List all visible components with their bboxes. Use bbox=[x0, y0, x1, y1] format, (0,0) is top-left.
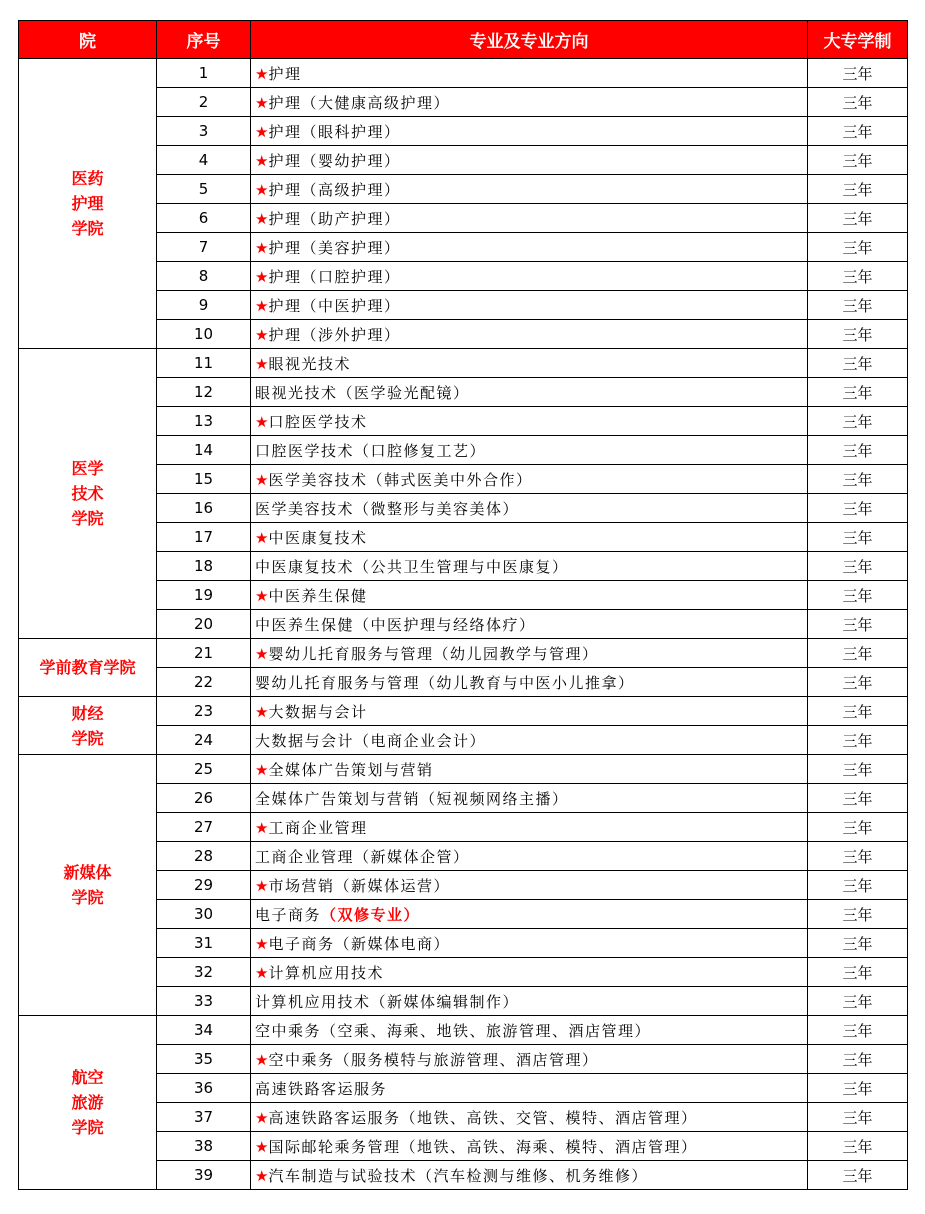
major-name: 中医康复技术（公共卫生管理与中医康复） bbox=[255, 557, 569, 576]
star-icon: ★ bbox=[255, 1137, 269, 1156]
major-cell bbox=[251, 610, 808, 639]
major-name: 婴幼儿托育服务与管理（幼儿教育与中医小儿推拿） bbox=[255, 673, 635, 692]
seq-cell: 26 bbox=[157, 784, 251, 813]
duration-cell: 三年 bbox=[808, 465, 908, 494]
duration-cell: 三年 bbox=[808, 320, 908, 349]
major-cell bbox=[251, 784, 808, 813]
major-cell bbox=[251, 871, 808, 900]
duration-cell: 三年 bbox=[808, 1045, 908, 1074]
duration-cell: 三年 bbox=[808, 233, 908, 262]
seq-cell: 5 bbox=[157, 175, 251, 204]
seq-cell: 36 bbox=[157, 1074, 251, 1103]
seq-cell: 11 bbox=[157, 349, 251, 378]
major-name: 护理 bbox=[268, 64, 302, 83]
major-name: 护理（口腔护理） bbox=[268, 267, 401, 286]
major-name: 医学美容技术（微整形与美容美体） bbox=[255, 499, 520, 518]
star-icon: ★ bbox=[255, 354, 269, 373]
major-name: 国际邮轮乘务管理（地铁、高铁、海乘、模特、酒店管理） bbox=[268, 1137, 698, 1156]
major-name: 护理（婴幼护理） bbox=[268, 151, 401, 170]
duration-cell: 三年 bbox=[808, 1074, 908, 1103]
duration-cell: 三年 bbox=[808, 1016, 908, 1045]
seq-cell: 10 bbox=[157, 320, 251, 349]
duration-cell: 三年 bbox=[808, 610, 908, 639]
major-name: 高速铁路客运服务（地铁、高铁、交管、模特、酒店管理） bbox=[268, 1108, 698, 1127]
table-row bbox=[19, 349, 908, 378]
major-name: 大数据与会计 bbox=[268, 702, 368, 721]
duration-cell: 三年 bbox=[808, 842, 908, 871]
major-cell bbox=[251, 291, 808, 320]
duration-cell: 三年 bbox=[808, 494, 908, 523]
star-icon: ★ bbox=[255, 702, 269, 721]
seq-cell: 4 bbox=[157, 146, 251, 175]
seq-cell: 35 bbox=[157, 1045, 251, 1074]
college-name-line: 学前教育学院 bbox=[39, 658, 136, 677]
seq-cell: 39 bbox=[157, 1161, 251, 1190]
major-name: 全媒体广告策划与营销 bbox=[268, 760, 434, 779]
duration-cell: 三年 bbox=[808, 784, 908, 813]
college-name-line: 学院 bbox=[71, 1118, 104, 1137]
duration-cell: 三年 bbox=[808, 349, 908, 378]
duration-cell: 三年 bbox=[808, 204, 908, 233]
star-icon: ★ bbox=[255, 586, 269, 605]
major-cell bbox=[251, 1132, 808, 1161]
star-icon: ★ bbox=[255, 122, 269, 141]
major-cell bbox=[251, 494, 808, 523]
duration-cell: 三年 bbox=[808, 117, 908, 146]
major-cell bbox=[251, 204, 808, 233]
major-cell bbox=[251, 1074, 808, 1103]
duration-cell: 三年 bbox=[808, 958, 908, 987]
duration-cell: 三年 bbox=[808, 871, 908, 900]
star-icon: ★ bbox=[255, 1166, 269, 1185]
seq-cell: 24 bbox=[157, 726, 251, 755]
major-name: 护理（大健康高级护理） bbox=[268, 93, 450, 112]
major-cell bbox=[251, 900, 808, 929]
seq-cell: 17 bbox=[157, 523, 251, 552]
major-cell bbox=[251, 407, 808, 436]
duration-cell: 三年 bbox=[808, 900, 908, 929]
college-name-line: 财经 bbox=[71, 703, 104, 723]
college-name-line: 学院 bbox=[71, 219, 104, 238]
major-name: 工商企业管理 bbox=[268, 818, 368, 837]
seq-cell: 31 bbox=[157, 929, 251, 958]
college-cell bbox=[19, 349, 157, 639]
major-cell bbox=[251, 465, 808, 494]
duration-cell: 三年 bbox=[808, 146, 908, 175]
major-cell bbox=[251, 987, 808, 1016]
major-cell bbox=[251, 378, 808, 407]
major-name: 计算机应用技术 bbox=[268, 963, 384, 982]
seq-cell: 6 bbox=[157, 204, 251, 233]
major-name: 婴幼儿托育服务与管理（幼儿园教学与管理） bbox=[268, 644, 599, 663]
seq-cell: 28 bbox=[157, 842, 251, 871]
major-name: 汽车制造与试验技术（汽车检测与维修、机务维修） bbox=[268, 1166, 648, 1185]
seq-cell: 25 bbox=[157, 755, 251, 784]
college-name-line: 航空 bbox=[71, 1068, 104, 1087]
major-name: 护理（中医护理） bbox=[268, 296, 401, 315]
major-cell bbox=[251, 146, 808, 175]
major-cell bbox=[251, 581, 808, 610]
duration-cell: 三年 bbox=[808, 987, 908, 1016]
major-name: 医学美容技术（韩式医美中外合作） bbox=[268, 470, 533, 489]
college-cell bbox=[19, 755, 157, 1016]
major-cell bbox=[251, 813, 808, 842]
table-row bbox=[19, 1016, 908, 1045]
duration-cell: 三年 bbox=[808, 378, 908, 407]
major-cell bbox=[251, 175, 808, 204]
table-body bbox=[19, 59, 908, 1190]
duration-cell: 三年 bbox=[808, 88, 908, 117]
college-cell bbox=[19, 697, 157, 755]
major-name: 大数据与会计（电商企业会计） bbox=[255, 731, 487, 750]
header-duration: 大专学制 bbox=[808, 21, 908, 59]
major-cell bbox=[251, 88, 808, 117]
major-cell bbox=[251, 262, 808, 291]
major-name: 眼视光技术 bbox=[268, 354, 351, 373]
major-cell bbox=[251, 639, 808, 668]
seq-cell: 8 bbox=[157, 262, 251, 291]
star-icon: ★ bbox=[255, 934, 269, 953]
duration-cell: 三年 bbox=[808, 929, 908, 958]
duration-cell: 三年 bbox=[808, 59, 908, 88]
star-icon: ★ bbox=[255, 64, 269, 83]
college-name-line: 学院 bbox=[71, 888, 104, 907]
duration-cell: 三年 bbox=[808, 581, 908, 610]
table-row bbox=[19, 639, 908, 668]
major-name: 护理（眼科护理） bbox=[268, 122, 401, 141]
seq-cell: 29 bbox=[157, 871, 251, 900]
seq-cell: 32 bbox=[157, 958, 251, 987]
major-cell bbox=[251, 726, 808, 755]
college-name-line: 学院 bbox=[71, 509, 104, 528]
table-row bbox=[19, 697, 908, 726]
major-name: 电子商务 bbox=[255, 905, 322, 924]
star-icon: ★ bbox=[255, 412, 269, 431]
major-name: 护理（涉外护理） bbox=[268, 325, 401, 344]
major-name: 中医康复技术 bbox=[268, 528, 368, 547]
major-cell bbox=[251, 1161, 808, 1190]
header-major: 专业及专业方向 bbox=[251, 21, 808, 59]
major-cell bbox=[251, 929, 808, 958]
seq-cell: 21 bbox=[157, 639, 251, 668]
major-cell bbox=[251, 1103, 808, 1132]
seq-cell: 30 bbox=[157, 900, 251, 929]
star-icon: ★ bbox=[255, 209, 269, 228]
college-name-line: 新媒体 bbox=[63, 863, 112, 882]
duration-cell: 三年 bbox=[808, 291, 908, 320]
star-icon: ★ bbox=[255, 760, 269, 779]
major-name: 中医养生保健 bbox=[268, 586, 368, 605]
college-name-line: 护理 bbox=[71, 194, 104, 213]
seq-cell: 14 bbox=[157, 436, 251, 465]
college-name-line: 医学 bbox=[71, 459, 104, 478]
seq-cell: 9 bbox=[157, 291, 251, 320]
major-name: 市场营销（新媒体运营） bbox=[268, 876, 450, 895]
major-name: 口腔医学技术 bbox=[268, 412, 368, 431]
major-name: 空中乘务（服务模特与旅游管理、酒店管理） bbox=[268, 1050, 599, 1069]
seq-cell: 37 bbox=[157, 1103, 251, 1132]
seq-cell: 20 bbox=[157, 610, 251, 639]
star-icon: ★ bbox=[255, 296, 269, 315]
duration-cell: 三年 bbox=[808, 755, 908, 784]
duration-cell: 三年 bbox=[808, 668, 908, 697]
seq-cell: 15 bbox=[157, 465, 251, 494]
major-name: 中医养生保健（中医护理与经络体疗） bbox=[255, 615, 536, 634]
duration-cell: 三年 bbox=[808, 1132, 908, 1161]
duration-cell: 三年 bbox=[808, 726, 908, 755]
seq-cell: 3 bbox=[157, 117, 251, 146]
seq-cell: 33 bbox=[157, 987, 251, 1016]
header-college: 院 bbox=[19, 21, 157, 59]
star-icon: ★ bbox=[255, 876, 269, 895]
major-cell bbox=[251, 117, 808, 146]
major-name: 工商企业管理（新媒体企管） bbox=[255, 847, 470, 866]
star-icon: ★ bbox=[255, 818, 269, 837]
duration-cell: 三年 bbox=[808, 813, 908, 842]
star-icon: ★ bbox=[255, 267, 269, 286]
major-cell bbox=[251, 320, 808, 349]
major-cell bbox=[251, 233, 808, 262]
seq-cell: 7 bbox=[157, 233, 251, 262]
college-cell bbox=[19, 59, 157, 349]
duration-cell: 三年 bbox=[808, 697, 908, 726]
star-icon: ★ bbox=[255, 528, 269, 547]
star-icon: ★ bbox=[255, 470, 269, 489]
seq-cell: 27 bbox=[157, 813, 251, 842]
college-cell bbox=[19, 639, 157, 697]
seq-cell: 1 bbox=[157, 59, 251, 88]
major-name: 高速铁路客运服务 bbox=[255, 1079, 388, 1098]
star-icon: ★ bbox=[255, 644, 269, 663]
college-name-line: 技术 bbox=[71, 484, 104, 503]
major-cell bbox=[251, 523, 808, 552]
major-cell bbox=[251, 755, 808, 784]
major-cell bbox=[251, 59, 808, 88]
header-seq: 序号 bbox=[157, 21, 251, 59]
seq-cell: 16 bbox=[157, 494, 251, 523]
duration-cell: 三年 bbox=[808, 523, 908, 552]
major-cell bbox=[251, 1045, 808, 1074]
star-icon: ★ bbox=[255, 1108, 269, 1127]
major-name: 全媒体广告策划与营销（短视频网络主播） bbox=[255, 789, 569, 808]
major-cell bbox=[251, 842, 808, 871]
star-icon: ★ bbox=[255, 1050, 269, 1069]
major-name: 计算机应用技术（新媒体编辑制作） bbox=[255, 992, 520, 1011]
star-icon: ★ bbox=[255, 325, 269, 344]
major-cell bbox=[251, 349, 808, 378]
major-name: 护理（助产护理） bbox=[268, 209, 401, 228]
star-icon: ★ bbox=[255, 238, 269, 257]
major-cell bbox=[251, 697, 808, 726]
seq-cell: 18 bbox=[157, 552, 251, 581]
major-name: 空中乘务（空乘、海乘、地铁、旅游管理、酒店管理） bbox=[255, 1021, 652, 1040]
duration-cell: 三年 bbox=[808, 639, 908, 668]
majors-table bbox=[18, 20, 908, 1190]
duration-cell: 三年 bbox=[808, 407, 908, 436]
major-name: 电子商务（新媒体电商） bbox=[268, 934, 450, 953]
duration-cell: 三年 bbox=[808, 262, 908, 291]
star-icon: ★ bbox=[255, 963, 269, 982]
star-icon: ★ bbox=[255, 151, 269, 170]
star-icon: ★ bbox=[255, 180, 269, 199]
major-cell bbox=[251, 436, 808, 465]
major-name: 护理（美容护理） bbox=[268, 238, 401, 257]
table-row bbox=[19, 59, 908, 88]
major-name: 口腔医学技术（口腔修复工艺） bbox=[255, 441, 487, 460]
college-cell bbox=[19, 1016, 157, 1190]
seq-cell: 22 bbox=[157, 668, 251, 697]
college-name-line: 旅游 bbox=[71, 1093, 104, 1112]
major-highlight: （双修专业） bbox=[321, 905, 421, 924]
seq-cell: 23 bbox=[157, 697, 251, 726]
major-cell bbox=[251, 1016, 808, 1045]
seq-cell: 19 bbox=[157, 581, 251, 610]
star-icon: ★ bbox=[255, 93, 269, 112]
table-row bbox=[19, 755, 908, 784]
college-name-line: 学院 bbox=[71, 728, 104, 748]
major-cell bbox=[251, 958, 808, 987]
seq-cell: 34 bbox=[157, 1016, 251, 1045]
seq-cell: 38 bbox=[157, 1132, 251, 1161]
seq-cell: 2 bbox=[157, 88, 251, 117]
duration-cell: 三年 bbox=[808, 436, 908, 465]
header-row bbox=[19, 21, 908, 59]
college-name-line: 医药 bbox=[71, 169, 104, 188]
major-name: 护理（高级护理） bbox=[268, 180, 401, 199]
duration-cell: 三年 bbox=[808, 552, 908, 581]
major-cell bbox=[251, 552, 808, 581]
duration-cell: 三年 bbox=[808, 1103, 908, 1132]
seq-cell: 12 bbox=[157, 378, 251, 407]
major-cell bbox=[251, 668, 808, 697]
seq-cell: 13 bbox=[157, 407, 251, 436]
duration-cell: 三年 bbox=[808, 175, 908, 204]
major-name: 眼视光技术（医学验光配镜） bbox=[255, 383, 470, 402]
duration-cell: 三年 bbox=[808, 1161, 908, 1190]
